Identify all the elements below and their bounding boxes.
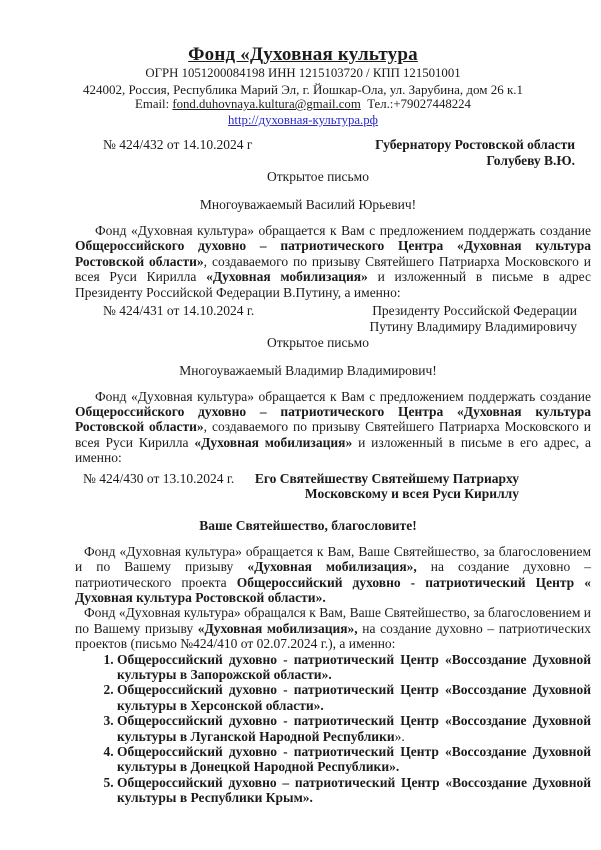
letter-governor [75, 137, 591, 300]
letter-president [75, 303, 591, 466]
projects-list [75, 652, 591, 806]
letter-body: Фонд «Духовная культура» обращается к Вам, Ваше Святейшество, за благословением и по Вашему призыву «Духовная мобилизация», на создание духовно – патриотического проекта Общероссийский духовно - патриотический Центр « Духовная культура Ростовской области». [75, 543, 591, 605]
salutation: Ваше Святейшество, благословите! [199, 518, 417, 534]
addressee-line: Путину Владимиру Владимировичу [369, 318, 577, 334]
letter-body: Фонд «Духовная культура» обращается к Вам с предложением поддержать создание Общероссийского духовно – патриотического Центра «Духовная культура Ростовской области», создаваемого по призыву Святейшего Патриарха Московского и всея Руси Кирилла «Духовная мобилизация» и изложенный в письме в его адрес, а именно: [75, 388, 591, 466]
addressee-block [370, 303, 592, 335]
list-item-project: 2. Общероссийский духовно - патриотический Центр «Воссоздание Духовной культуры в Херсонской области». [117, 682, 591, 713]
ref-number: № 424/430 от 13.10.2024 г. [83, 470, 235, 486]
address-line: 424002, Россия, Республика Марий Эл, г. Йошкар-Ола, ул. Зарубина, дом 26 к.1 [82, 81, 524, 97]
letter-meta [75, 471, 591, 503]
letter-body: Фонд «Духовная культура» обращается к Вам с предложением поддержать создание Общероссийского духовно – патриотического Центра «Духовная культура Ростовской области», создаваемого по призыву Святейшего Патриарха Московского и всея Руси Кирилла «Духовная мобилизация» и изложенный в письме в адрес Президенту Российской Федерации В.Путину, а именно: [75, 222, 591, 300]
addressee-line: Голубеву В.Ю. [486, 153, 575, 169]
salutation: Многоуважаемый Владимир Владимирович! [179, 363, 437, 379]
list-item-project: 1. Общероссийский духовно - патриотический Центр «Воссоздание Духовной культуры в Запорожской области». [117, 652, 591, 683]
registration-line: ОГРН 1051200084198 ИНН 1215103720 / КПП 121501001 [145, 66, 461, 80]
letter-type: Открытое письмо [267, 334, 369, 350]
list-item-project: 5. Общероссийский духовно – патриотический Центр «Воссоздание Духовной культуры в Республики Крым». [117, 775, 591, 806]
addressee-line: Губернатору Ростовской области [375, 137, 575, 153]
contact-line [75, 97, 531, 113]
addressee-block [375, 137, 591, 169]
letter-type: Открытое письмо [267, 168, 369, 184]
letterhead [75, 44, 531, 128]
letter-meta [75, 137, 591, 169]
list-item-project: 4. Общероссийский духовно - патриотический Центр «Воссоздание Духовной культуры в Донецкой Народной Республики». [117, 744, 591, 775]
letter-body-2: Фонд «Духовная культура» обращался к Вам, Ваше Святейшество, за благословением и по Вашему призыву «Духовная мобилизация», на создание духовно – патриотических проектов (письмо №424/410 от 02.07.2024 г.), а именно: [75, 605, 591, 652]
ref-number: № 424/431 от 14.10.2024 г. [103, 303, 255, 318]
addressee-line: Президенту Российской Федерации [372, 303, 577, 318]
email-link[interactable]: fond.duhovnaya.kultura@gmail.com [172, 97, 361, 112]
list-item-project: 3. Общероссийский духовно - патриотический Центр «Воссоздание Духовной культуры в Луганской Народной Республики». [117, 713, 591, 744]
addressee-block [255, 471, 591, 503]
email-label: Email: [135, 97, 170, 112]
website-line [75, 113, 531, 129]
phone-number: Тел.:+79027448224 [367, 97, 471, 112]
addressee-line: Его Святейшеству Святейшему Патриарху [254, 470, 519, 486]
letter-patriarch [75, 471, 591, 806]
addressee-line: Московскому и всея Руси Кириллу [304, 486, 519, 502]
website-link[interactable]: http://духовная-культура.рф [228, 112, 378, 127]
salutation: Многоуважаемый Василий Юрьевич! [199, 197, 417, 213]
letter-meta [75, 303, 591, 335]
ref-number: № 424/432 от 14.10.2024 г [103, 137, 253, 153]
org-title: Фонд «Духовная культура [188, 44, 418, 65]
